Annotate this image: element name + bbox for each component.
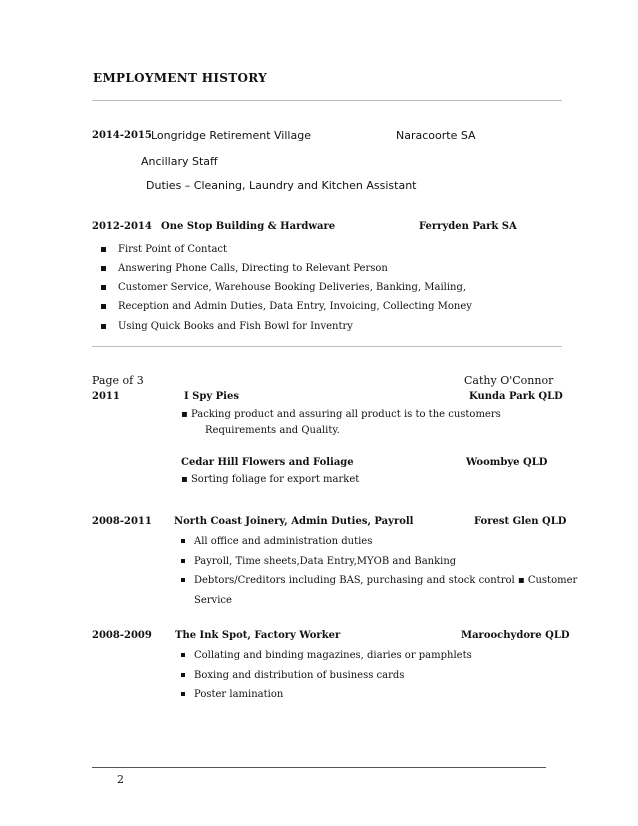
job1-employer: Longridge Retirement Village <box>151 129 311 142</box>
job2-years: 2012-2014 <box>92 221 152 232</box>
list-item-text: Poster lamination <box>194 689 284 700</box>
job2-employer: One Stop Building & Hardware <box>161 221 336 232</box>
bullet-marker <box>181 653 185 657</box>
list-item-text: Using Quick Books and Fish Bowl for Inventry <box>118 321 353 332</box>
section-title: EMPLOYMENT HISTORY <box>93 71 267 85</box>
author-name: Cathy O'Connor <box>464 374 554 387</box>
page-break-divider <box>92 346 562 347</box>
bullet-marker <box>181 578 185 582</box>
job3b-location: Woombye QLD <box>466 457 548 468</box>
bullet-marker <box>101 304 106 309</box>
page-of-label: Page of 3 <box>92 374 144 387</box>
bullet-marker <box>181 559 185 563</box>
job3-location: Kunda Park QLD <box>469 391 563 402</box>
list-item-text: Debtors/Creditors including BAS, purchasing and stock control ▪ Customer <box>194 575 578 586</box>
job4-continuation: Service <box>194 595 232 606</box>
footer-divider <box>92 767 546 768</box>
bullet-marker <box>101 247 106 252</box>
list-item-text: Answering Phone Calls, Directing to Relevant Person <box>118 263 388 274</box>
list-item-text: Boxing and distribution of business cards <box>194 670 405 681</box>
bullet-marker <box>101 285 106 290</box>
bullet-marker <box>101 324 106 329</box>
job3-years: 2011 <box>92 391 120 402</box>
section-divider <box>92 100 562 101</box>
job3-employer: I Spy Pies <box>184 391 239 402</box>
job3b-bullet: ▪ Sorting foliage for export market <box>181 474 360 485</box>
list-item-text: Reception and Admin Duties, Data Entry, Invoicing, Collecting Money <box>118 301 472 312</box>
list-item-text: Customer Service, Warehouse Booking Deliveries, Banking, Mailing, <box>118 282 467 293</box>
job4-employer: North Coast Joinery, Admin Duties, Payroll <box>174 516 414 527</box>
list-item-text: Payroll, Time sheets,Data Entry,MYOB and Banking <box>194 556 457 567</box>
bullet-marker <box>181 692 185 696</box>
job1-location: Naracoorte SA <box>396 129 476 142</box>
job4-years: 2008-2011 <box>92 516 152 527</box>
bullet-marker <box>181 539 185 543</box>
list-item-text: First Point of Contact <box>118 244 228 255</box>
job3b-employer: Cedar Hill Flowers and Foliage <box>181 457 354 468</box>
page-number: 2 <box>117 773 124 786</box>
list-item-text: Collating and binding magazines, diaries or pamphlets <box>194 650 472 661</box>
job5-years: 2008-2009 <box>92 630 152 641</box>
job3-bullet-line2: Requirements and Quality. <box>205 425 340 436</box>
job4-location: Forest Glen QLD <box>474 516 567 527</box>
bullet-marker <box>181 673 185 677</box>
job1-duties: Duties – Cleaning, Laundry and Kitchen Assistant <box>146 179 417 192</box>
job5-employer: The Ink Spot, Factory Worker <box>175 630 341 641</box>
job1-role: Ancillary Staff <box>141 155 218 168</box>
bullet-marker <box>101 266 106 271</box>
job2-location: Ferryden Park SA <box>419 221 517 232</box>
job1-years: 2014-2015 <box>92 130 152 141</box>
list-item-text: All office and administration duties <box>194 536 373 547</box>
job5-location: Maroochydore QLD <box>461 630 570 641</box>
job3-bullet-line1: ▪ Packing product and assuring all product is to the customers <box>181 409 501 420</box>
